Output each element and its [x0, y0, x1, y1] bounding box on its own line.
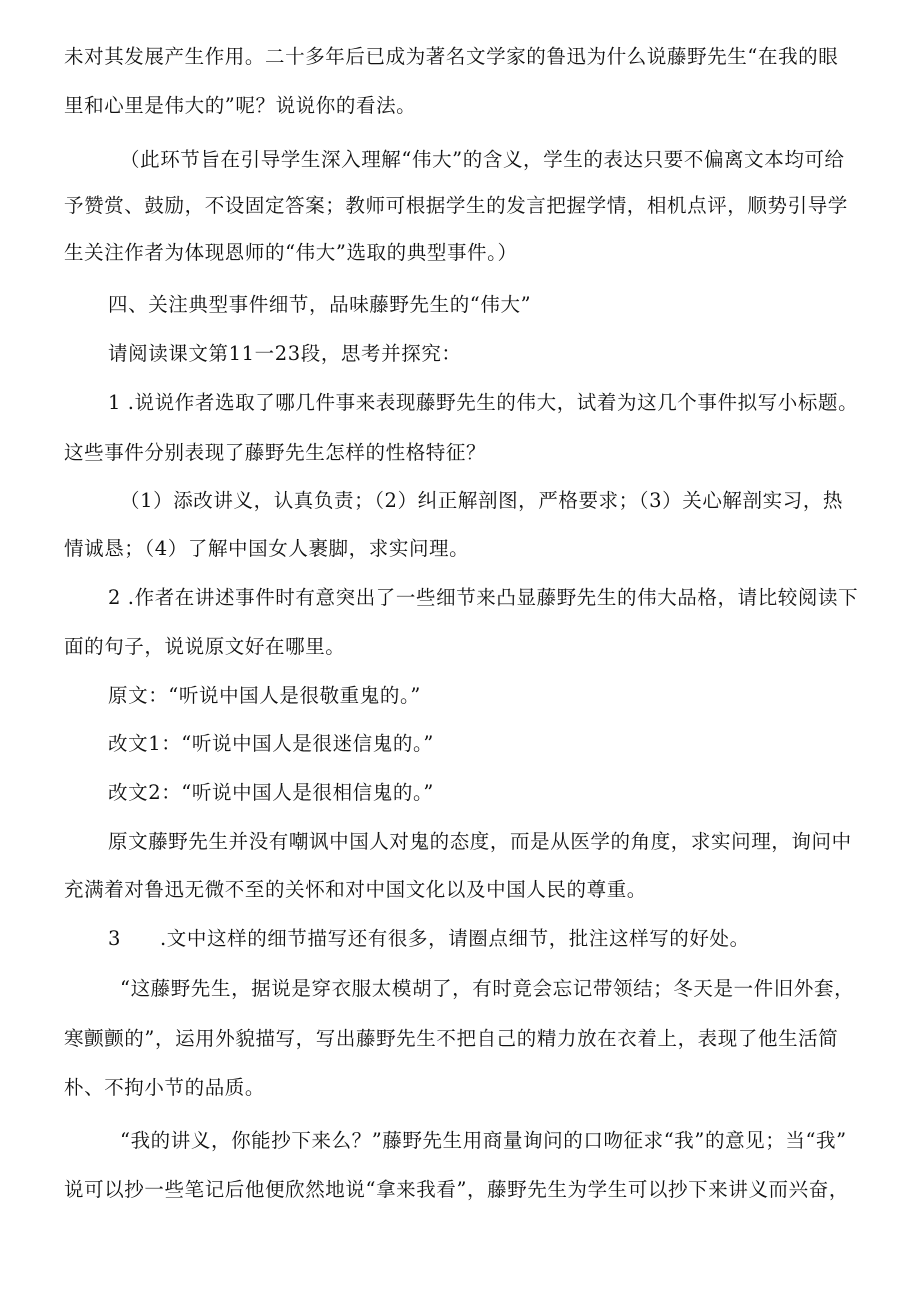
quote-original: 原文：“听说中国人是很敬重鬼的。”	[108, 684, 421, 707]
quote-revision-1: 改文1：“听说中国人是很迷信鬼的。”	[108, 732, 434, 755]
paragraph-line: 予赞赏、鼓励，不设固定答案；教师可根据学生的发言把握学情，相机点评，顺势引导学	[64, 194, 848, 217]
paragraph-line: 充满着对鲁迅无微不至的关怀和对中国文化以及中国人民的尊重。	[64, 878, 647, 901]
question-line: 面的句子，说说原文好在哪里。	[64, 635, 346, 658]
paragraph-line: 未对其发展产生作用。二十多年后已成为著名文学家的鲁迅为什么说藤野先生“在我的眼	[64, 45, 839, 68]
paragraph-line: （此环节旨在引导学生深入理解“伟大”的含义，学生的表达只要不偏离文本均可给	[120, 148, 845, 171]
question-text: .文中这样的细节描写还有很多，请圈点细节，批注这样写的好处。	[160, 927, 750, 950]
question-line: 这些事件分别表现了藤野先生怎样的性格特征？	[64, 441, 487, 464]
answer-line: （1）添改讲义，认真负责；（2）纠正解剖图，严格要求；（3）关心解剖实习，热	[120, 489, 844, 512]
question-line	[108, 926, 750, 952]
paragraph-line: 寒颤颤的”，运用外貌描写，写出藤野先生不把自己的精力放在衣着上，表现了他生活简	[64, 1027, 839, 1050]
paragraph-line: “我的讲义，你能抄下来么？”藤野先生用商量询问的口吻征求“我”的意见；当“我”	[120, 1129, 847, 1152]
answer-line: 情诚恳；（4）了解中国女人裹脚，求实问理。	[64, 537, 470, 560]
section-heading: 四、关注典型事件细节，品味藤野先生的“伟大”	[108, 293, 532, 316]
paragraph-line: 生关注作者为体现恩师的“伟大”选取的典型事件。）	[64, 241, 518, 264]
paragraph-line: “这藤野先生，据说是穿衣服太模胡了，有时竟会忘记带领结；冬天是一件旧外套，	[120, 977, 855, 1000]
question-line: 2 .作者在讲述事件时有意突出了一些细节来凸显藤野先生的伟大品格，请比较阅读下	[108, 586, 859, 609]
paragraph-line: 说可以抄一些笔记后他便欣然地说“拿来我看”，藤野先生为学生可以抄下来讲义而兴奋，	[64, 1178, 849, 1201]
question-number: 3	[108, 927, 122, 950]
paragraph-line: 请阅读课文第11一23段，思考并探究：	[108, 342, 462, 365]
quote-revision-2: 改文2：“听说中国人是很相信鬼的。”	[108, 781, 434, 804]
paragraph-line: 朴、不拘小节的品质。	[64, 1076, 266, 1099]
question-line: 1 .说说作者选取了哪几件事来表现藤野先生的伟大，试着为这几个事件拟写小标题。	[108, 391, 859, 414]
paragraph-line: 原文藤野先生并没有嘲讽中国人对鬼的态度，而是从医学的角度，求实问理，询问中	[108, 830, 852, 853]
paragraph-line: 里和心里是伟大的”呢？说说你的看法。	[64, 94, 417, 117]
